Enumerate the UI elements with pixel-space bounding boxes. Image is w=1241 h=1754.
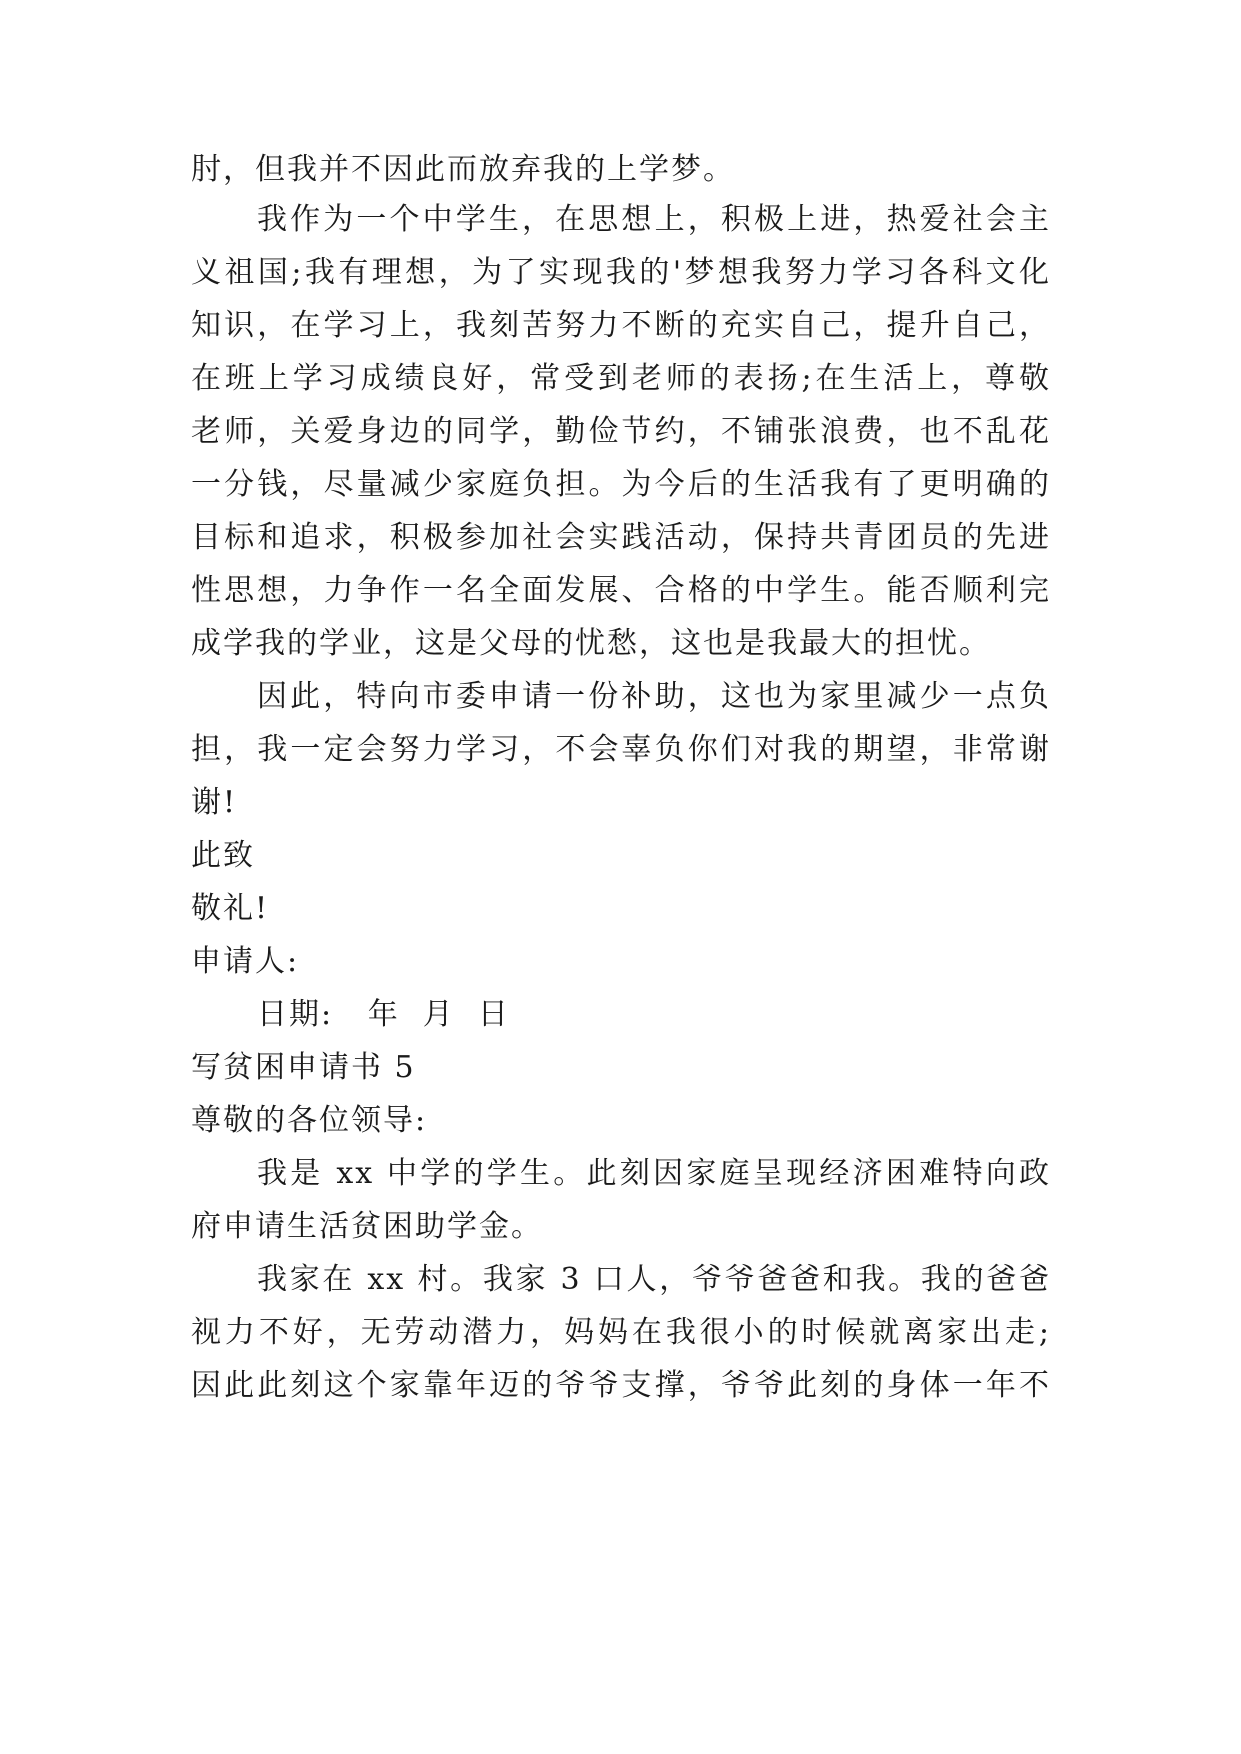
applicant-line: 申请人: (191, 944, 300, 979)
text-line: 义祖国;我有理想，为了实现我的'梦想我努力学习各科文化 (191, 255, 1051, 290)
paragraph-start-line: 因此，特向市委申请一份补助，这也为家里减少一点负 (257, 679, 1051, 714)
salutation-line: 敬礼! (191, 891, 270, 926)
text-line: 在班上学习成绩良好，常受到老师的表扬;在生活上，尊敬 (191, 361, 1051, 396)
text-line: 成学我的学业，这是父母的忧愁，这也是我最大的担忧。 (191, 626, 991, 661)
paragraph-start-line: 我是 xx 中学的学生。此刻因家庭呈现经济困难特向政 (257, 1156, 1051, 1191)
text-line: 因此此刻这个家靠年迈的爷爷支撑，爷爷此刻的身体一年不 (191, 1368, 1051, 1403)
text-line: 目标和追求，积极参加社会实践活动，保持共青团员的先进 (191, 520, 1051, 555)
text-line: 知识，在学习上，我刻苦努力不断的充实自己，提升自己， (191, 308, 1051, 343)
paragraph-start-line: 我家在 xx 村。我家 3 口人，爷爷爸爸和我。我的爸爸 (257, 1262, 1051, 1297)
text-line: 担，我一定会努力学习，不会辜负你们对我的期望，非常谢 (191, 732, 1051, 767)
text-line: 谢! (191, 785, 238, 820)
text-line: 性思想，力争作一名全面发展、合格的中学生。能否顺利完 (191, 573, 1051, 608)
closing-line: 此致 (191, 838, 255, 873)
paragraph-start-line: 我作为一个中学生，在思想上，积极上进，热爱社会主 (257, 202, 1051, 237)
section-title: 写贫困申请书 5 (191, 1050, 416, 1085)
text-line: 一分钱，尽量减少家庭负担。为今后的生活我有了更明确的 (191, 467, 1051, 502)
text-line: 视力不好，无劳动潜力，妈妈在我很小的时候就离家出走; (191, 1315, 1051, 1350)
text-line: 府申请生活贫困助学金。 (191, 1209, 543, 1244)
text-line: 肘，但我并不因此而放弃我的上学梦。 (191, 152, 735, 187)
greeting-line: 尊敬的各位领导: (191, 1103, 428, 1138)
date-line: 日期: 年 月 日 (257, 997, 510, 1032)
text-line: 老师，关爱身边的同学，勤俭节约，不铺张浪费，也不乱花 (191, 414, 1051, 449)
